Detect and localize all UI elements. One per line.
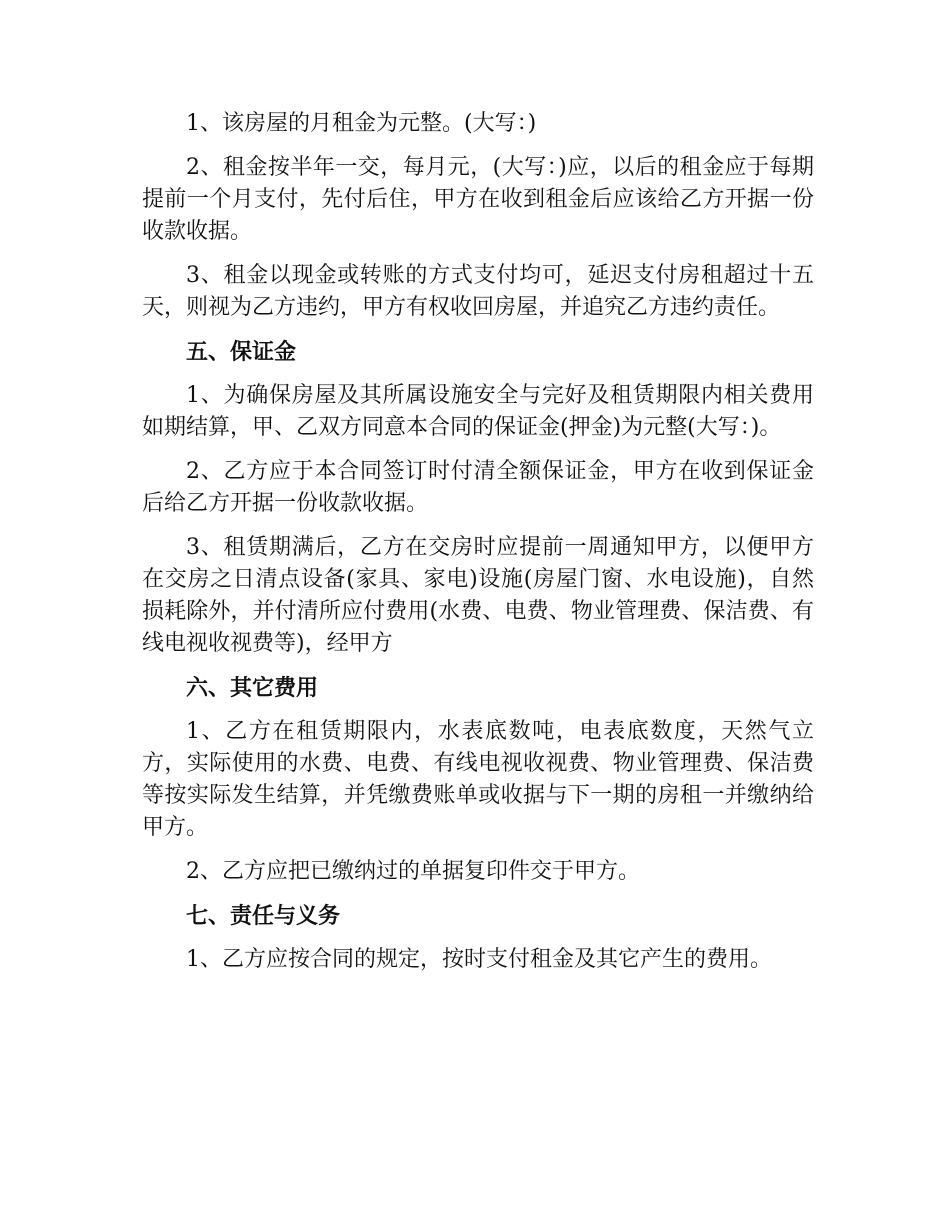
rent-clause-2: 2、租金按半年一交，每月元，(大写：)应，以后的租金应于每期提前一个月支付，先付后住，甲方在收到租金后应该给乙方开据一份收款收据。 (142, 155, 814, 244)
rent-clause-1: 1、该房屋的月租金为元整。(大写：) (186, 111, 537, 136)
section-heading-other-fees: 六、其它费用 (186, 675, 319, 701)
document-page (142, 108, 814, 988)
section-heading-deposit: 五、保证金 (186, 339, 297, 365)
rent-clause-3: 3、租金以现金或转账的方式支付均可，延迟支付房租超过十五天，则视为乙方违约，甲方有权收回房屋，并追究乙方违约责任。 (142, 263, 814, 320)
deposit-clause-1: 1、为确保房屋及其所属设施安全与完好及租赁期限内相关费用如期结算，甲、乙双方同意本合同的保证金(押金)为元整(大写：)。 (142, 383, 814, 440)
fees-clause-2: 2、乙方应把已缴纳过的单据复印件交于甲方。 (186, 859, 640, 884)
section-heading-responsibilities: 七、责任与义务 (186, 903, 341, 929)
deposit-clause-3: 3、租赁期满后，乙方在交房时应提前一周通知甲方，以便甲方在交房之日清点设备(家具、家电)设施(房屋门窗、水电设施)，自然损耗除外，并付清所应付费用(水费、电费、物业管理费、保洁费、有线电视收视费等)，经甲方 (142, 535, 814, 656)
fees-clause-1: 1、乙方在租赁期限内，水表底数吨，电表底数度，天然气立方，实际使用的水费、电费、有线电视收视费、物业管理费、保洁费等按实际发生结算，并凭缴费账单或收据与下一期的房租一并缴纳给甲方。 (142, 719, 814, 840)
deposit-clause-2: 2、乙方应于本合同签订时付清全额保证金，甲方在收到保证金后给乙方开据一份收款收据。 (142, 459, 814, 516)
responsibility-clause-1: 1、乙方应按合同的规定，按时支付租金及其它产生的费用。 (186, 947, 772, 972)
